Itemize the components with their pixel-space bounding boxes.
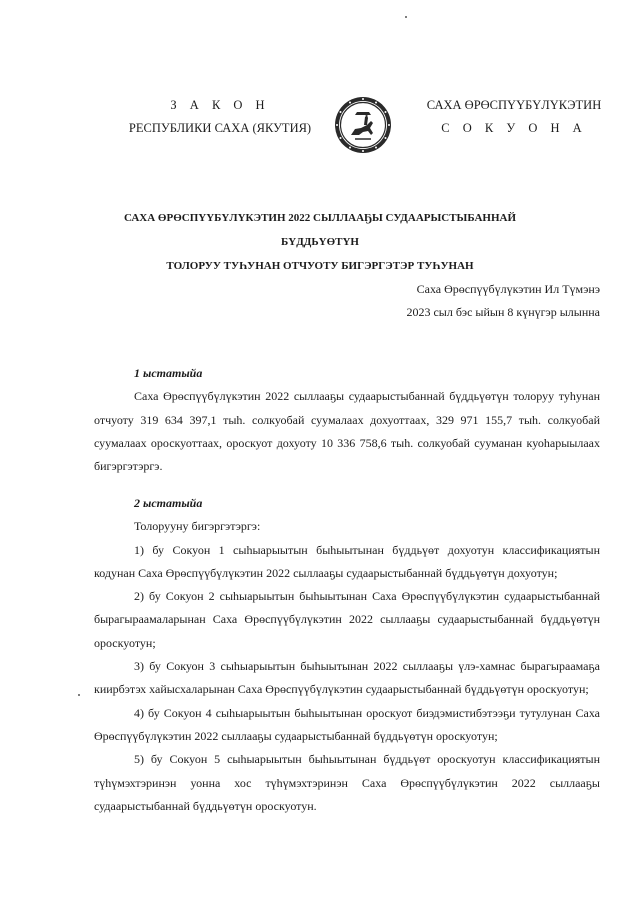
adopted-by: Саха Өрөспүүбүлүкэтин Ил Түмэнэ (416, 282, 600, 296)
article-1-heading: 1 ыстатыйа (134, 366, 203, 380)
article-2-intro: Толорууну бигэргэтэргэ: (134, 519, 261, 534)
scan-speck (78, 694, 80, 696)
scan-speck (405, 16, 407, 18)
header-right (404, 94, 624, 140)
header-left (110, 94, 330, 140)
adopted-date: 2023 сыл бэс ыйын 8 күнүгэр ылынна (406, 305, 600, 319)
article-1-text: Саха Өрөспүүбүлүкэтин 2022 сыллааҕы судаарыстыбаннай бүддьүөтүн толоруу туһунан отчуоту 319 634 397,1 тыһ. солкуобай суумалаах дохуоттаах, 329 971 155,7 тыһ. солкуобай суумалаах ороскуоттаах, ороскуот дохуоту 10 336 758,6 тыһ. солкуобай сууманан куоһарыылаах бигэргэтэргэ. (94, 389, 600, 474)
list-item: 2) бу Сокуон 2 сыһыарыытын быһыытынан Саха Өрөспүүбүлүкэтин судаарыстыбаннай бырагыраамаларынан Саха Өрөспүүбүлүкэтин 2022 сыллааҕы судаарыстыбаннай бүддьүөтүн ороскуотун; (94, 589, 600, 650)
article-2-heading: 2 ыстатыйа (134, 496, 203, 510)
law-label: З А К О Н (170, 98, 270, 112)
document-title (90, 206, 550, 278)
title-line-2: ТОЛОРУУ ТУҺУНАН ОТЧУОТУ БИГЭРГЭТЭР ТУҺУНАН (166, 260, 474, 272)
law-label-sakha: С О К У О Н А (441, 121, 587, 135)
list-item: 1) бу Сокуон 1 сыһыарыытын быһыытынан бүддьүөт дохуотун классификациятын кодунан Саха Өрөспүүбүлүкэтин 2022 сыллааҕы судаарыстыбаннай бүддьүөтүн дохуотун; (94, 542, 600, 580)
republic-name-ru: РЕСПУБЛИКИ САХА (ЯКУТИЯ) (128, 121, 312, 135)
republic-name-sakha: САХА ӨРӨСПҮҮБҮЛҮКЭТИН (426, 98, 602, 112)
sakha-republic-coat-of-arms-icon (333, 95, 393, 155)
list-item: 5) бу Сокуон 5 сыһыарыытын быһыытынан бүддьүөт ороскуотун классификациятын түһүмэхтэринэн уонна хос түһүмэхтэринэн Саха Өрөспүүбүлүкэтин 2022 сыллааҕы судаарыстыбаннай бүддьүөтүн ороскуотун. (94, 752, 600, 813)
list-item: 4) бу Сокуон 4 сыһыарыытын быһыытынан ороскуот биэдэмистибэтээҕи тутулунан Саха Өрөспүүбүлүкэтин 2022 сыллааҕы судаарыстыбаннай бүддьүөтүн ороскуотун; (94, 705, 600, 743)
article-1 (94, 362, 600, 478)
list-item: 3) бу Сокуон 3 сыһыарыытын быһыытынан 2022 сыллааҕы үлэ-хамнас бырагыраамаҕа киирбэтэх хайысхаларынан Саха Өрөспүүбүлүкэтин судаарыстыбаннай бүддьүөтүн ороскуотун; (94, 659, 600, 697)
article-2 (94, 492, 600, 818)
title-line-1: САХА ӨРӨСПҮҮБҮЛҮКЭТИН 2022 СЫЛЛААҔЫ СУДААРЫСТЫБАННАЙ БҮДДЬҮӨТҮН (123, 212, 517, 248)
adoption-note (240, 278, 600, 324)
